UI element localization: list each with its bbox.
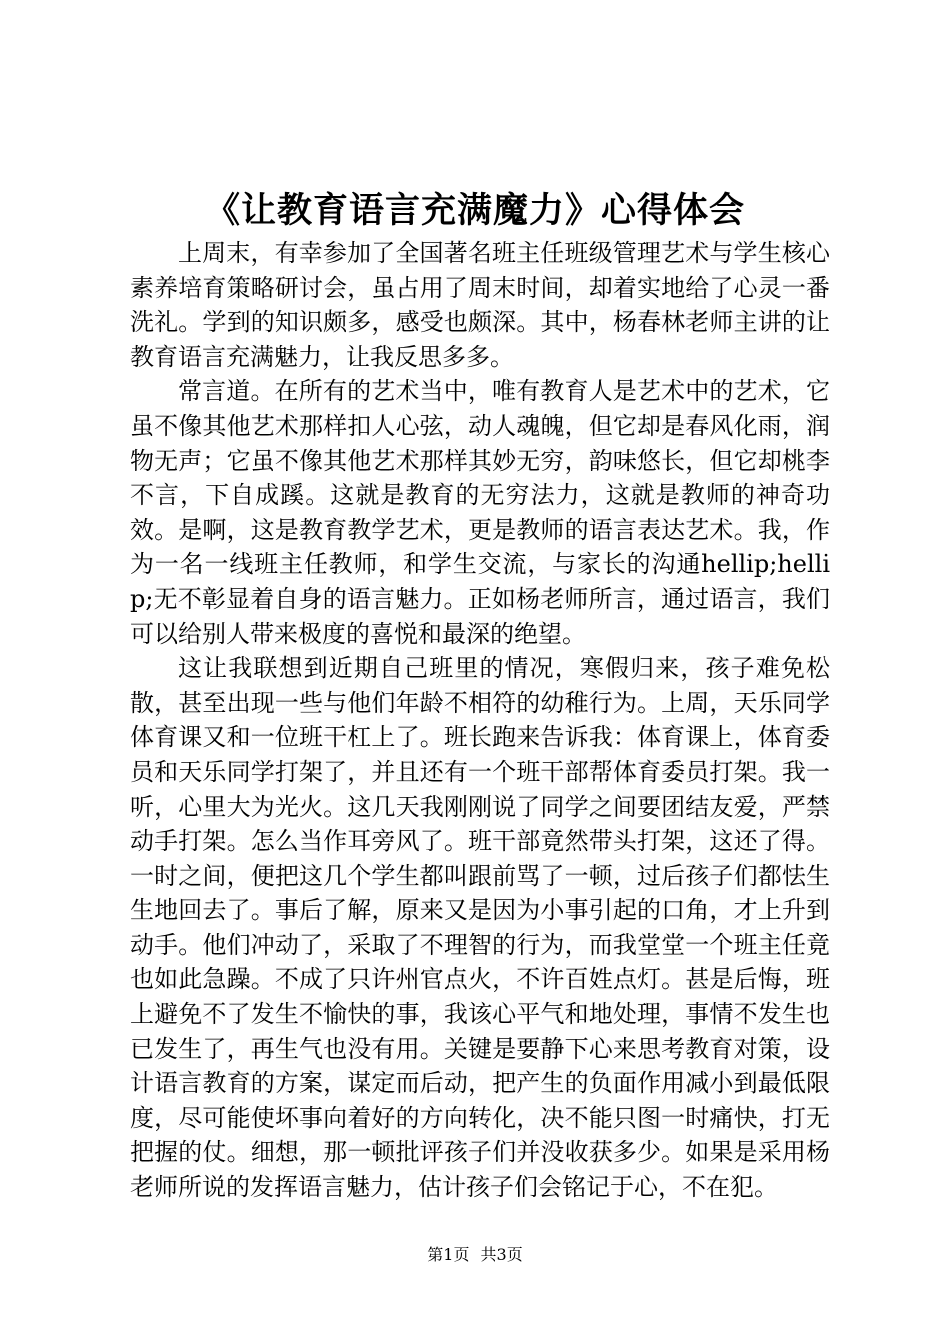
paragraph-1: 上周末，有幸参加了全国著名班主任班级管理艺术与学生核心素养培育策略研讨会，虽占用了周末时间，却着实地给了心灵一番洗礼。学到的知识颇多，感受也颇深。其中，杨春林老师主讲的让教育语言充满魅力，让我反思多多。 [130, 239, 830, 371]
document-body [130, 236, 830, 1205]
document-title: 《让教育语言充满魔力》心得体会 [204, 190, 745, 231]
paragraph-3: 这让我联想到近期自己班里的情况，寒假归来，孩子难免松散，甚至出现一些与他们年龄不相符的幼稚行为。上周，天乐同学体育课又和一位班干杠上了。班长跑来告诉我：体育课上，体育委员和天乐同学打架了，并且还有一个班干部帮体育委员打架。我一听，心里大为光火。这几天我刚刚说了同学之间要团结友爱，严禁动手打架。怎么当作耳旁风了。班干部竟然带头打架，这还了得。一时之间，便把这几个学生都叫跟前骂了一顿，过后孩子们都怯生生地回去了。事后了解，原来又是因为小事引起的口角，才上升到动手。他们冲动了，采取了不理智的行为，而我堂堂一个班主任竟也如此急躁。不成了只许州官点火，不许百姓点灯。甚是后悔，班上避免不了发生不愉快的事，我该心平气和地处理，事情不发生也已发生了，再生气也没有用。关键是要静下心来思考教育对策，设计语言教育的方案，谋定而后动，把产生的负面作用减小到最低限度，尽可能使坏事向着好的方向转化，决不能只图一时痛快，打无把握的仗。细想，那一顿批评孩子们并没收获多少。如果是采用杨老师所说的发挥语言魅力，估计孩子们会铭记于心，不在犯。 [130, 654, 830, 1202]
page-footer [0, 1245, 950, 1265]
paragraph-2: 常言道。在所有的艺术当中，唯有教育人是艺术中的艺术，它虽不像其他艺术那样扣人心弦，动人魂魄，但它却是春风化雨，润物无声；它虽不像其他艺术那样其妙无穷，韵味悠长，但它却桃李不言，下自成蹊。这就是教育的无穷法力，这就是教师的神奇功效。是啊，这是教育教学艺术，更是教师的语言表达艺术。我，作为一名一线班主任教师，和学生交流，与家长的沟通hellip;hellip;无不彰显着自身的语言魅力。正如杨老师所言，通过语言，我们可以给别人带来极度的喜悦和最深的绝望。 [130, 377, 830, 648]
page-number: 第1页 [427, 1245, 470, 1264]
page-total: 共3页 [480, 1245, 523, 1264]
